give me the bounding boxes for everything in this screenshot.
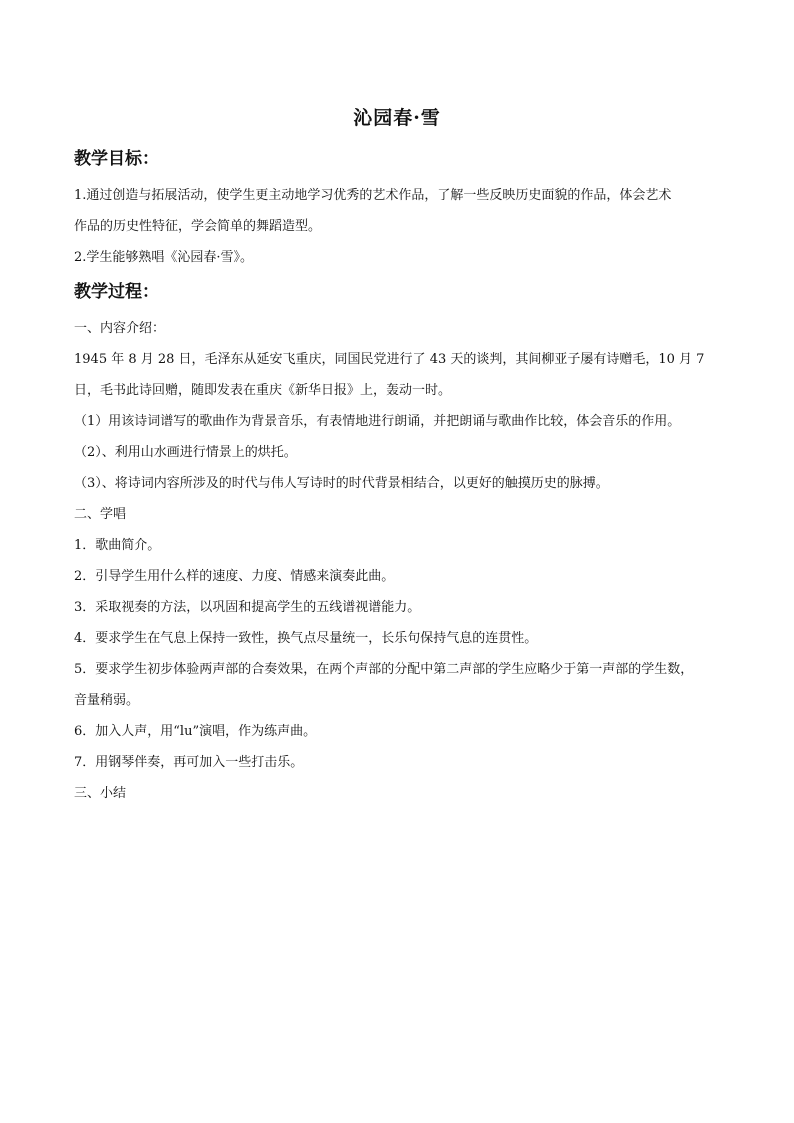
section-heading-process: 教学过程： bbox=[74, 282, 159, 302]
process-line: （2）、利用山水画进行情景上的烘托。 bbox=[74, 445, 297, 460]
process-line: （1）用该诗词谱写的歌曲作为背景音乐，有表情地进行朗诵，并把朗诵与歌曲作比较，体会音乐的作用。 bbox=[74, 414, 681, 429]
goal-line: 2.学生能够熟唱《沁园春·雪》。 bbox=[74, 250, 254, 265]
process-line: 一、内容介绍： bbox=[74, 321, 166, 336]
section-heading-goals: 教学目标： bbox=[74, 149, 159, 169]
process-line: 日，毛书此诗回赠，随即发表在重庆《新华日报》上，轰动一时。 bbox=[74, 383, 452, 398]
goal-line: 作品的历史性特征，学会简单的舞蹈造型。 bbox=[74, 219, 322, 234]
process-line: 7．用钢琴伴奏，再可加入一些打击乐。 bbox=[74, 755, 304, 770]
process-line: 5．要求学生初步体验两声部的合奏效果，在两个声部的分配中第二声部的学生应略少于第一声部的学生数， bbox=[74, 662, 694, 677]
document-body bbox=[74, 146, 724, 809]
process-line: 三、小结 bbox=[74, 786, 127, 801]
process-line: 1．歌曲简介。 bbox=[74, 538, 161, 553]
process-line: 6．加入人声，用“lu”演唱，作为练声曲。 bbox=[74, 724, 317, 739]
process-line: 二、学唱 bbox=[74, 507, 127, 522]
process-line: 音量稍弱。 bbox=[74, 693, 140, 708]
process-line: 2．引导学生用什么样的速度、力度、情感来演奏此曲。 bbox=[74, 569, 395, 584]
goal-line: 1.通过创造与拓展活动，使学生更主动地学习优秀的艺术作品，了解一些反映历史面貌的作品，体会艺术 bbox=[74, 188, 672, 203]
process-line: 3．采取视奏的方法，以巩固和提高学生的五线谱视谱能力。 bbox=[74, 600, 421, 615]
process-line: （3）、将诗词内容所涉及的时代与伟人写诗时的时代背景相结合，以更好的触摸历史的脉搏。 bbox=[74, 476, 609, 491]
process-line: 4．要求学生在气息上保持一致性，换气点尽量统一，长乐句保持气息的连贯性。 bbox=[74, 631, 538, 646]
process-line: 1945 年 8 月 28 日，毛泽东从延安飞重庆，同国民党进行了 43 天的谈判，其间柳亚子屡有诗赠毛，10 月 7 bbox=[74, 352, 705, 367]
document-title: 沁园春·雪 bbox=[353, 107, 441, 129]
